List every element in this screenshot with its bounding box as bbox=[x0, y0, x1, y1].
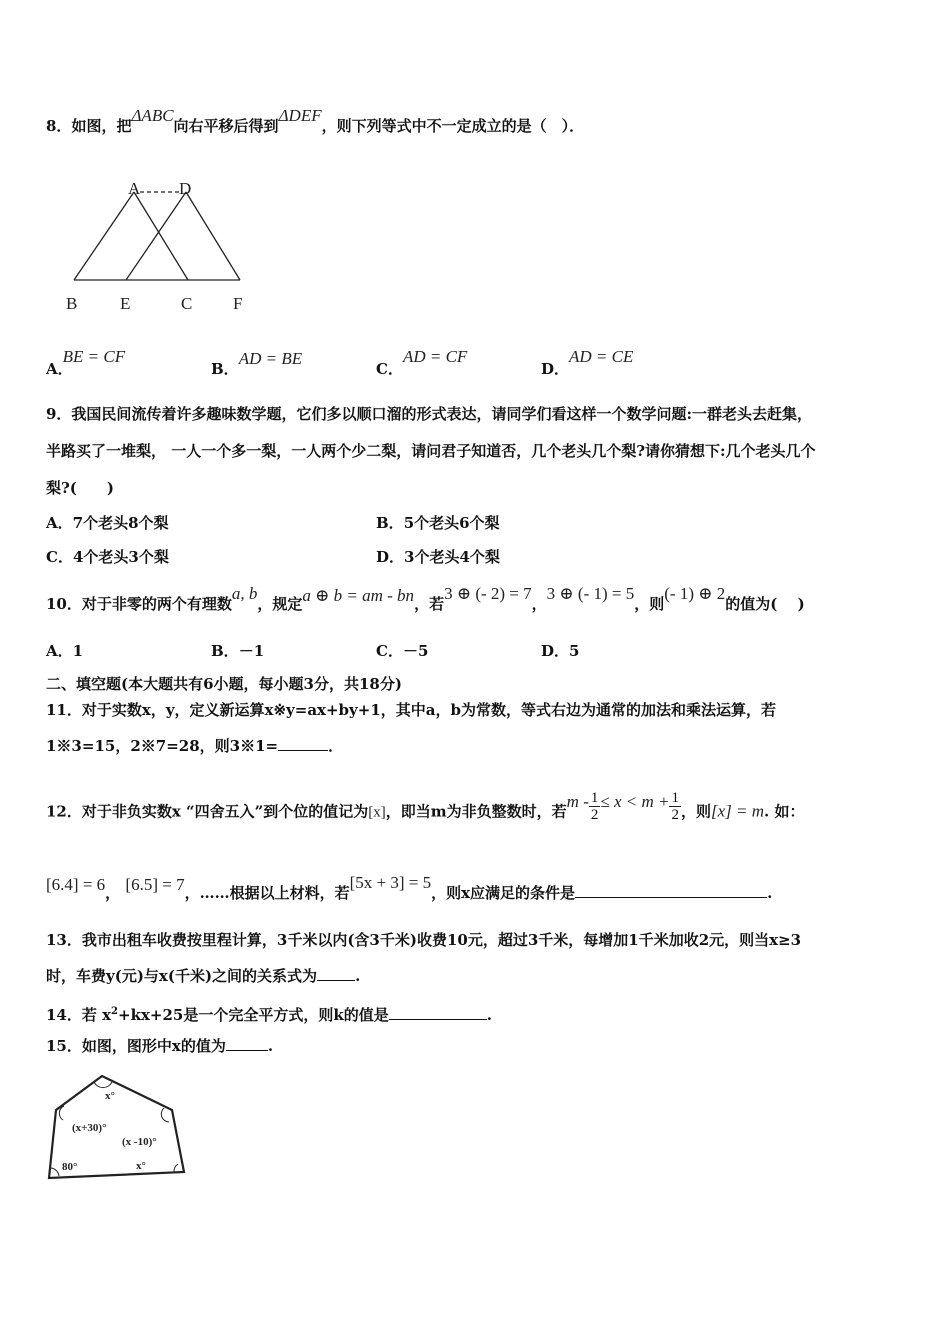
angle-label-bottom-right: x° bbox=[136, 1160, 146, 1172]
q8-option-d[interactable]: D．AD = CE bbox=[541, 347, 634, 378]
q13-line1: 13．我市出租车收费按里程计算，3千米以内(含3千米)收费10元，超过3千米，每增加1千米加收2元，则当x≥3 bbox=[46, 931, 802, 949]
q10-option-b[interactable]: B．－1 bbox=[211, 642, 265, 660]
angle-label-left: (x+30)° bbox=[72, 1122, 107, 1134]
q12-line1: 12．对于非负实数x “四舍五入”到个位的值记为[x]，即当m为非负整数时，若m - $\frac{1}{2}$ ≤ x < m + $\frac{1}{2}$ ，则[x] = m. 如： bbox=[46, 790, 805, 823]
q12-answer-blank[interactable] bbox=[575, 883, 767, 898]
q13-answer-blank[interactable] bbox=[317, 966, 355, 981]
figure-label-a: A bbox=[128, 179, 141, 198]
q11-line2: 1※3=15，2※7=28，则3※1= ． bbox=[46, 737, 344, 755]
q12-fraction-half-2: $\frac{1}{2}$ bbox=[671, 790, 679, 823]
figure-label-f: F bbox=[233, 294, 243, 313]
q8-translation-figure bbox=[60, 178, 260, 318]
q14-stem: 14．若 $x^2+kx+25$是一个完全平方式，则k的值是 . bbox=[46, 1006, 492, 1024]
q9-option-a[interactable]: A．7个老头8个梨 bbox=[46, 514, 169, 532]
q11-answer-blank[interactable] bbox=[278, 736, 328, 751]
figure-label-b: B bbox=[66, 294, 78, 313]
q8-option-b[interactable]: B．AD = BE bbox=[211, 349, 303, 378]
q10-option-c[interactable]: C．－5 bbox=[376, 642, 429, 660]
q15-pentagon-figure bbox=[44, 1072, 194, 1186]
q15-answer-blank[interactable] bbox=[226, 1036, 268, 1051]
angle-label-bottom-left: 80° bbox=[62, 1161, 78, 1173]
q9-option-c[interactable]: C．4个老头3个梨 bbox=[46, 548, 169, 566]
figure-label-d: D bbox=[179, 179, 192, 198]
q12-fraction-half-1: $\frac{1}{2}$ bbox=[590, 790, 599, 823]
q11-line1: 11．对于实数x，y，定义新运算x※y=ax+by+1，其中a，b为常数，等式右边为通常的加法和乘法运算，若 bbox=[46, 701, 776, 719]
q12-line2: [6.4] = 6， [6.5] = 7，……根据以上材料，若[5x + 3] = 5，则x应满足的条件是 . bbox=[46, 873, 773, 902]
q9-line1: 9．我国民间流传着许多趣味数学题，它们多以顺口溜的形式表达，请同学们看这样一个数学问题:一群老头去赶集， bbox=[46, 405, 812, 423]
q8-option-a[interactable]: A．BE = CF bbox=[46, 347, 126, 378]
q9-option-d[interactable]: D．3个老头4个梨 bbox=[376, 548, 500, 566]
q10-option-d[interactable]: D．5 bbox=[541, 642, 580, 660]
q8-stem: 8．如图，把ΔABC向右平移后得到ΔDEF，则下列等式中不一定成立的是（ ）． bbox=[46, 106, 585, 135]
q15-stem: 15．如图，图形中x的值为 . bbox=[46, 1037, 274, 1055]
q8-option-c[interactable]: C．AD = CF bbox=[376, 347, 468, 378]
q13-line2: 时，车费y(元)与x(千米)之间的关系式为 . bbox=[46, 967, 361, 985]
figure-label-e: E bbox=[120, 294, 131, 313]
q9-line3: 梨?( ) bbox=[46, 479, 114, 497]
q14-answer-blank[interactable] bbox=[389, 1005, 487, 1020]
q10-stem: 10．对于非零的两个有理数a, b，规定a ⊕ b = am - bn，若3 ⊕ (- 2) = 7，3 ⊕ (- 1) = 5，则(- 1) ⊕ 2的值为( ) bbox=[46, 584, 805, 613]
angle-label-top: x° bbox=[105, 1090, 115, 1102]
figure-label-c: C bbox=[181, 294, 193, 313]
q9-line2: 半路买了一堆梨， 一人一个多一梨，一人两个少二梨，请问君子知道否，几个老头几个梨?请你猜想下:几个老头几个 bbox=[46, 442, 816, 460]
angle-label-right: (x -10)° bbox=[122, 1136, 157, 1148]
section-heading: 二、填空题(本大题共有6小题，每小题3分，共18分) bbox=[46, 675, 402, 693]
q10-option-a[interactable]: A．1 bbox=[46, 642, 84, 660]
q9-option-b[interactable]: B．5个老头6个梨 bbox=[376, 514, 500, 532]
